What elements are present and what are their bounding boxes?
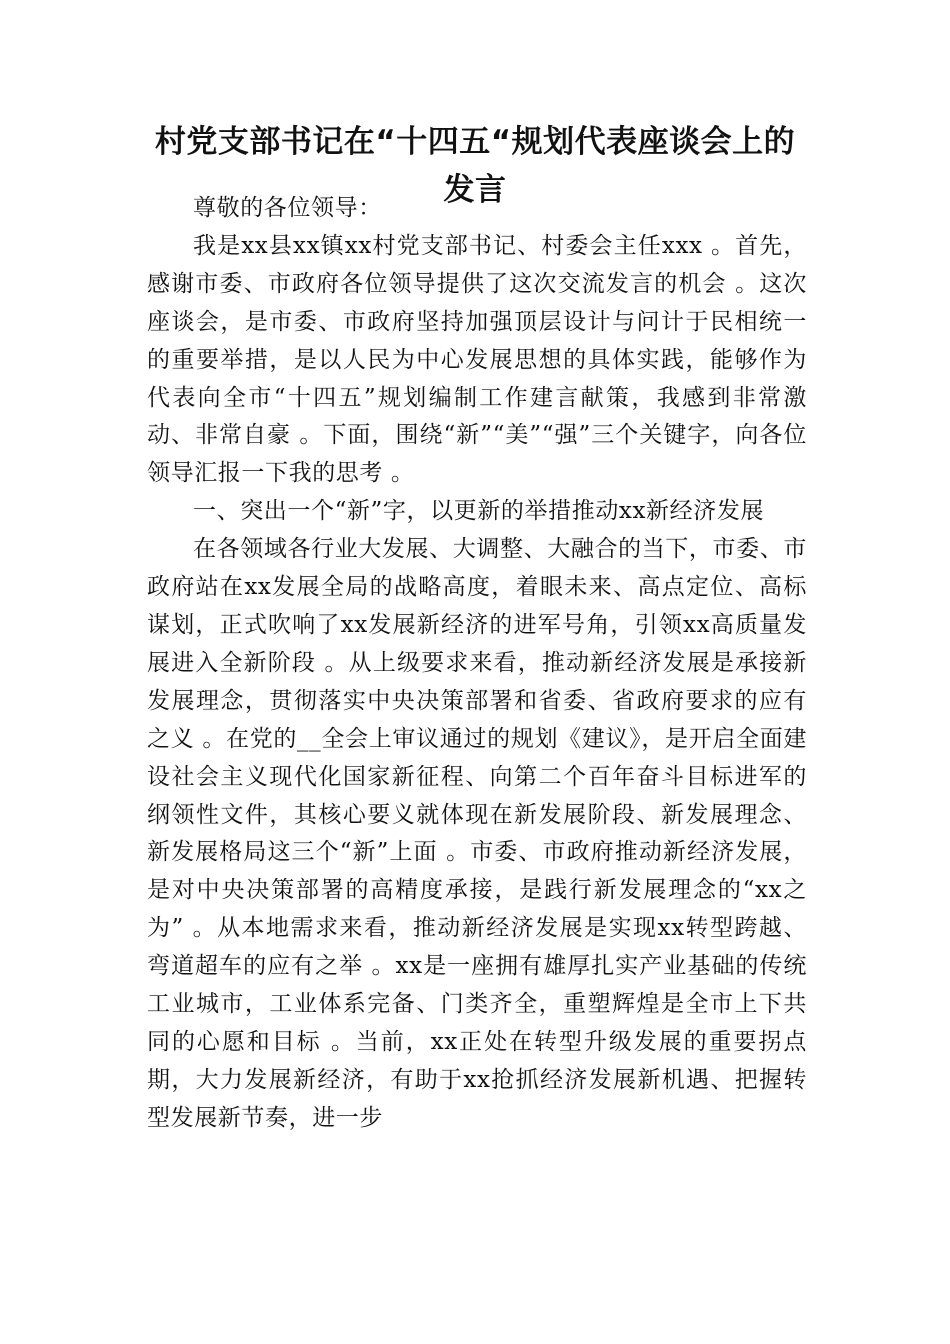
document-title: 村党支部书记在“十四五“规划代表座谈会上的发言 [154,124,796,208]
salutation: 尊敬的各位领导： [193,195,382,221]
section-heading-1: 一、突出一个“新”字，以更新的举措推动xx新经济发展 [193,498,765,525]
document-body [147,190,807,1138]
paragraph-intro: 我是xx县xx镇xx村党支部书记、村委会主任xxx 。首先，感谢市委、市政府各位领导提供了这次交流发言的机会 。这次座谈会，是市委、市政府坚持加强顶层设计与问计于民相统一的重要举措，是以人民为中心发展思想的具体实践，能够作为代表向全市“十四五”规划编制工作建言献策，我感到非常激动、非常自豪 。下面，围绕“新”“美”“强”三个关键字，向各位领导汇报一下我的思考 。 [147,232,807,487]
paragraph-section-1: 在各领域各行业大发展、大调整、大融合的当下，市委、市政府站在xx发展全局的战略高度，着眼未来、高点定位、高标谋划，正式吹响了xx发展新经济的进军号角，引领xx高质量发展进入全新阶段 。从上级要求来看，推动新经济发展是承接新发展理念，贯彻落实中央决策部署和省委、省政府要求的应有之义 。在党的__全会上审议通过的规划《建议》，是开启全面建设社会主义现代化国家新征程、向第二个百年奋斗目标进军的纲领性文件，其核心要义就体现在新发展阶段、新发展理念、新发展格局这三个“新”上面 。市委、市政府推动新经济发展，是对中央决策部署的高精度承接，是践行新发展理念的“xx之为” 。从本地需求来看，推动新经济发展是实现xx转型跨越、弯道超车的应有之举 。xx是一座拥有雄厚扎实产业基础的传统工业城市，工业体系完备、门类齐全，重塑辉煌是全市上下共同的心愿和目标 。当前，xx正处在转型升级发展的重要拐点期，大力发展新经济，有助于xx抢抓经济发展新机遇、把握转型发展新节奏，进一步 [147,536,807,1131]
